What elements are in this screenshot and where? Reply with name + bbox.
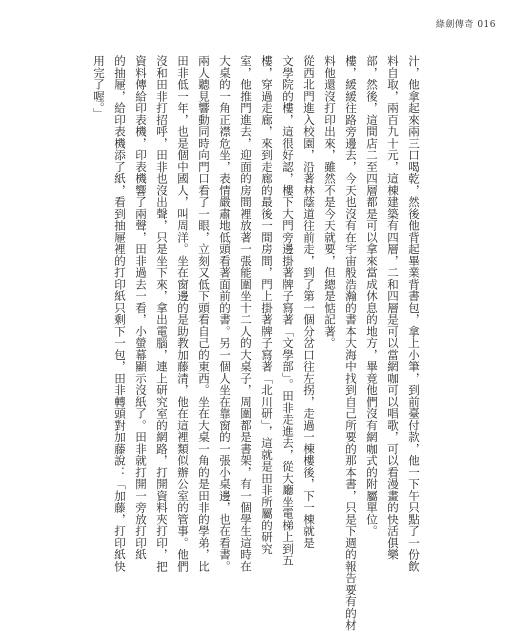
text-column: 的抽屜，給印表機添了紙，看到抽屜裡的打印紙只剩下一包，田非轉頭對加藤說：「加藤，打印紙快 — [113, 55, 127, 572]
text-column: 室，他推門進去，迎面的房間裡放著一張能圍坐十二人的大桌子，周圍都是書架，有一個學生這時在 — [239, 55, 253, 572]
text-column: 田非低一年，也是個中國人，叫周洋。坐在窗邊的是助教加藤清，他在這裡類似辦公室的管事。他們 — [176, 55, 190, 572]
text-column: 樓，緩緩往路旁邊去，今天也沒有在宇宙般浩瀚的書本大海中找到自己所要的那本書，只是下週的報告要有的材 — [344, 55, 358, 631]
text-column: 大桌的一角正襟危坐，表情嚴肅地低頭看著面前的書。另一個人坐在靠窗的一張小桌邊，也在看書。 — [218, 55, 232, 572]
text-column: 資料傳給印表機，印表機響了兩聲，田非過去一看，小螢幕顯示沒紙了。田非就打開一旁放打印紙 — [134, 55, 148, 561]
text-column: 沒和田非打招呼，田非也沒出聲，只是坐下來，拿出電腦，連上研究室的網路，打開資料夾打印，把 — [155, 55, 169, 572]
text-column: 文學院的樓，這很好認，樓下大門旁邊掛著牌子寫著「文學部」。田非走進去，從大廳坐電梯上到五 — [281, 55, 295, 567]
text-column: 用完了喔。」 — [92, 55, 106, 120]
text-column: 從西北門進入校園，沿著林蔭道往前走，到了第一個分岔口往左拐，走過一棟樓後，下一棟就是 — [302, 55, 316, 549]
text-column: 樓，穿過走廊，來到走廊的最後一間房間，門上掛著牌子寫著「北川研」，這就是田非所屬的研究 — [260, 55, 274, 555]
book-title: 綠劍傳奇 — [435, 20, 474, 30]
text-column: 料自取，兩百九十元，這棟建築有四層，二和四層是可以當網咖可以唱歌，可以看漫畫的快活俱樂 — [386, 55, 400, 561]
text-column: 兩人聽見響動同時向門口看了一眼，立刻又低下頭看自己的東西。坐在大桌一角的是田非的學弟，比 — [197, 55, 211, 572]
vertical-body-text — [88, 55, 424, 631]
page-number: 016 — [477, 20, 496, 30]
text-column: 料他還沒打印出來，雖然不是今天就要，但總是惦記著。 — [323, 55, 337, 349]
text-column: 汁，他拿起來兩三口喝乾，然後他背起畢業背書包，拿上小筆，到前臺付款，他一下午只點了一份飲 — [407, 55, 421, 572]
running-header — [436, 17, 496, 30]
text-column: 部，然後，這間店二至四層都是可以拿來當成休息的地方，畢竟他們沒有網咖式的附屬單位。 — [365, 55, 379, 537]
